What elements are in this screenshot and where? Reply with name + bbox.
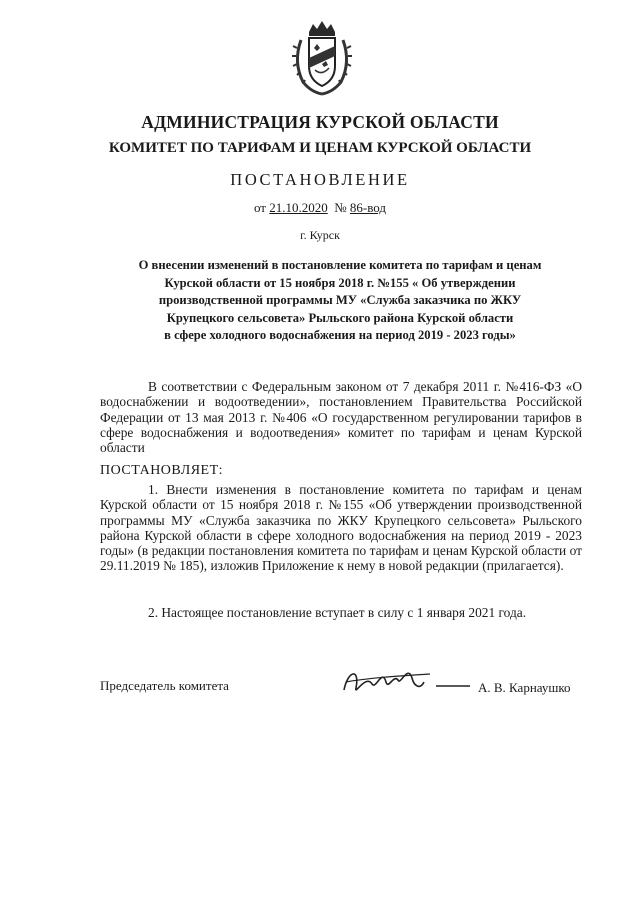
document-type: ПОСТАНОВЛЕНИЕ — [230, 170, 410, 189]
date-prefix: от — [253, 200, 266, 215]
item-1-paragraph: 1. Внести изменения в постановление комитета по тарифам и ценам Курской области от 15 ноября 2018 г. №155 «Об утверждении производственной программы МУ «Служба заказчика по ЖКУ Крупецкого сельсовета» Рыльского района Курской области в сфере холодного водоснабжения на период 2019 - 2023 годы» (в редакции постановления комитета по тарифам и ценам Курской области от 29.11.2019 № 185), изложив Приложение к нему в новой редакции (прилагается). — [100, 482, 582, 574]
title-line: Курской области от 15 ноября 2018 г. №155 « Об утверждении — [164, 275, 516, 290]
signatory-name: А. В. Карнаушко — [478, 680, 571, 695]
coat-of-arms-icon — [291, 18, 353, 96]
title-line: производственной программы МУ «Служба заказчика по ЖКУ — [158, 293, 522, 308]
intro-paragraph — [100, 379, 582, 455]
document-number: 86-вод — [349, 200, 387, 215]
title-line: Крупецкого сельсовета» Рыльского района Курской области — [166, 310, 514, 325]
date-number-line — [0, 200, 640, 216]
committee-heading: КОМИТЕТ ПО ТАРИФАМ И ЦЕНАМ КУРСКОЙ ОБЛАСТИ — [108, 140, 532, 156]
intro-text: В соответствии с Федеральным законом от 7 декабря 2011 г. №416-ФЗ «О водоснабжении и водоотведении», постановлением Правительства Российской Федерации от 13 мая 2013 г. №406 «О государственном регулировании тарифов в сфере водоснабжения и водоотведения» комитет по тарифам и ценам Курской области — [100, 379, 582, 456]
title-line: в сфере холодного водоснабжения на период 2019 - 2023 годы» — [164, 328, 516, 343]
city: г. Курск — [300, 228, 340, 242]
document-date: 21.10.2020 — [269, 200, 328, 215]
resolve-word: ПОСТАНОВЛЯЕТ: — [100, 463, 224, 478]
item-2-paragraph: 2. Настоящее постановление вступает в силу с 1 января 2021 года. — [148, 605, 527, 620]
title-line: О внесении изменений в постановление комитета по тарифам и ценам — [138, 258, 542, 272]
number-prefix: № — [334, 200, 347, 215]
document-title — [100, 257, 580, 345]
signatory-title: Председатель комитета — [100, 678, 229, 693]
handwritten-signature — [338, 660, 473, 702]
administration-heading: АДМИНИСТРАЦИЯ КУРСКОЙ ОБЛАСТИ — [141, 112, 499, 132]
